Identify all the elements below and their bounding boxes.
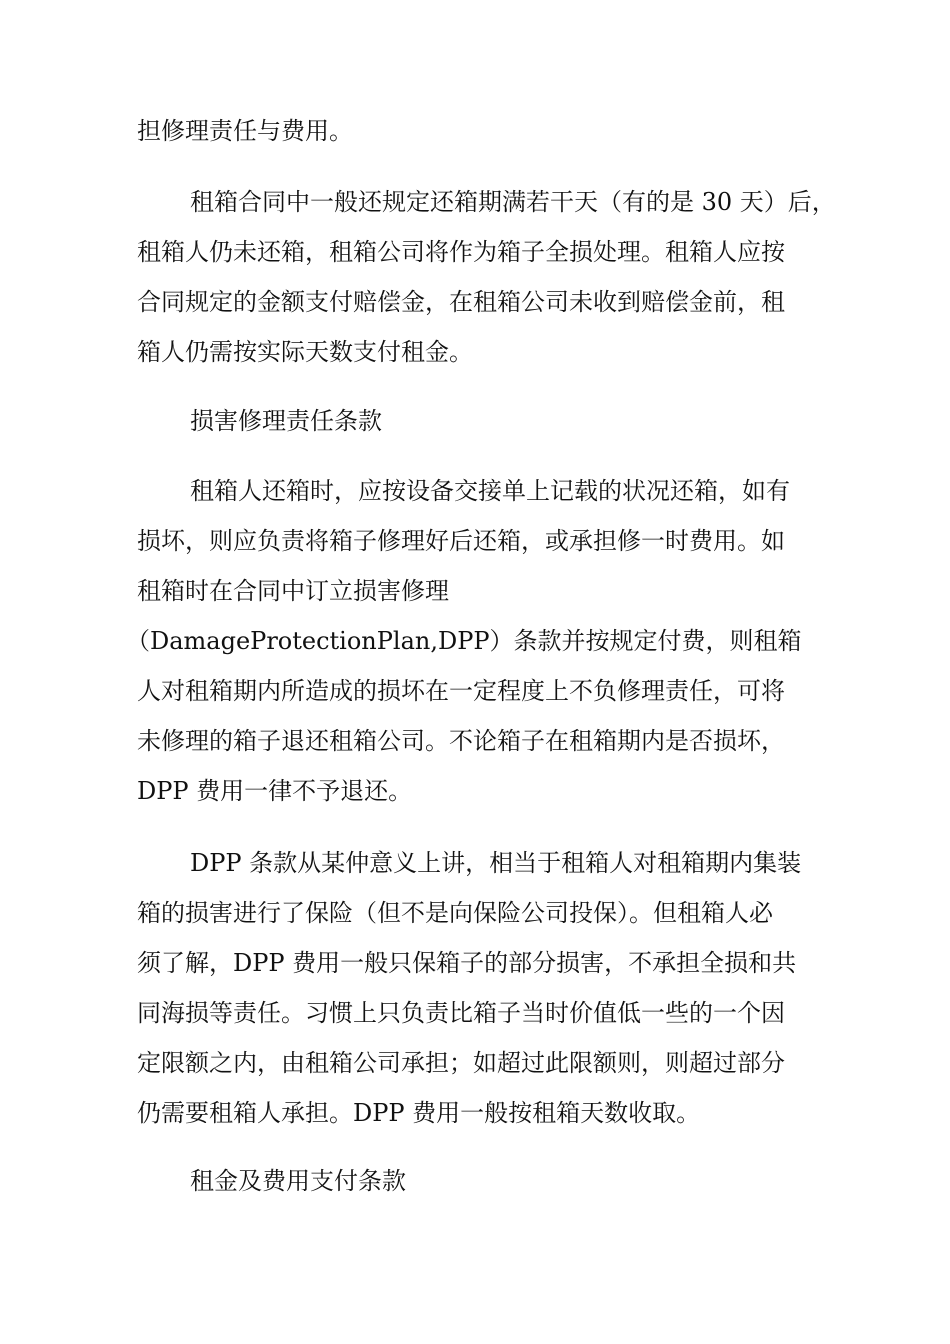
paragraph-line: 租箱人仍未还箱，租箱公司将作为箱子全损处理。租箱人应按 bbox=[137, 238, 785, 266]
paragraph-line: DPP 条款从某仲意义上讲，相当于租箱人对租箱期内集装 bbox=[190, 849, 802, 877]
paragraph-line: 合同规定的金额支付赔偿金，在租箱公司未收到赔偿金前，租 bbox=[137, 288, 785, 316]
section-heading: 租金及费用支付条款 bbox=[190, 1167, 406, 1195]
paragraph-line: （DamageProtectionPlan,DPP）条款并按规定付费，则租箱 bbox=[126, 627, 802, 655]
paragraph-line: 损坏，则应负责将箱子修理好后还箱，或承担修一时费用。如 bbox=[137, 527, 785, 555]
paragraph-line: DPP 费用一律不予退还。 bbox=[137, 777, 413, 805]
paragraph-line: 定限额之内，由租箱公司承担；如超过此限额则，则超过部分 bbox=[137, 1049, 785, 1077]
paragraph-line: 租箱人还箱时，应按设备交接单上记载的状况还箱，如有 bbox=[190, 477, 790, 505]
paragraph-line: 未修理的箱子退还租箱公司。不论箱子在租箱期内是否损坏， bbox=[137, 727, 785, 755]
paragraph-line: 担修理责任与费用。 bbox=[137, 117, 353, 145]
paragraph-line: 人对租箱期内所造成的损坏在一定程度上不负修理责任，可将 bbox=[137, 677, 785, 705]
paragraph-line: 租箱合同中一般还规定还箱期满若干天（有的是 30 天）后， bbox=[190, 188, 836, 216]
paragraph-line: 同海损等责任。习惯上只负责比箱子当时价值低一些的一个因 bbox=[137, 999, 785, 1027]
section-heading: 损害修理责任条款 bbox=[190, 407, 382, 435]
paragraph-line: 须了解，DPP 费用一般只保箱子的部分损害，不承担全损和共 bbox=[137, 949, 797, 977]
paragraph-line: 箱人仍需按实际天数支付租金。 bbox=[137, 338, 473, 366]
paragraph-line: 仍需要租箱人承担。DPP 费用一般按租箱天数收取。 bbox=[137, 1099, 701, 1127]
paragraph-line: 箱的损害进行了保险（但不是向保险公司投保）。但租箱人必 bbox=[137, 899, 773, 927]
paragraph-line: 租箱时在合同中订立损害修理 bbox=[137, 577, 449, 605]
